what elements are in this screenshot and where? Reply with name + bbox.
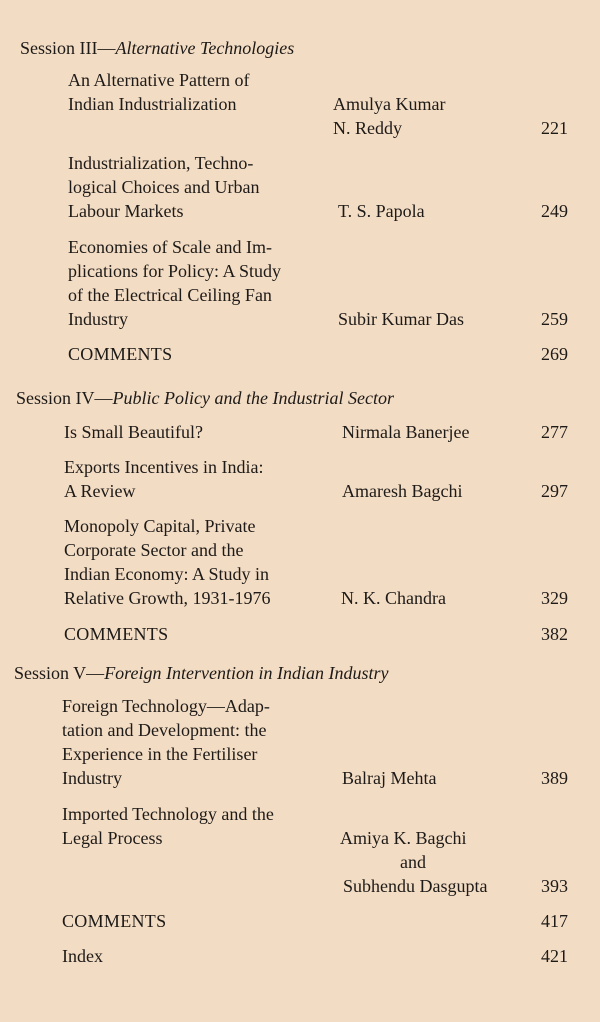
entry-title-line: Relative Growth, 1931-1976 [64,588,271,608]
entry-author: Amaresh Bagchi [342,481,463,501]
entry-author: N. K. Chandra [341,588,446,608]
entry-title-line: Labour Markets [68,201,184,221]
entry-title-line: tation and Development: the [62,720,267,740]
entry-title-line: Monopoly Capital, Private [64,516,256,536]
entry-title-line: plications for Policy: A Study [68,261,282,281]
comments-label: COMMENTS [64,624,169,644]
entry-title-line: A Review [64,481,136,501]
entry-page: 277 [541,422,568,442]
entry-title-line: Imported Technology and the [62,804,274,824]
comments-page: 269 [541,344,568,364]
session-iv-heading [16,386,394,410]
session-v-heading [14,661,388,685]
session-label: Session III— [20,38,116,58]
index-label: Index [62,946,103,966]
entry-author: Subir Kumar Das [338,309,464,329]
entry-page: 221 [541,118,568,138]
session-title: Foreign Intervention in Indian Industry [104,663,389,683]
comments-page: 382 [541,624,568,644]
comments-page: 417 [541,911,568,931]
entry-author: and [400,852,426,872]
entry-title-line: Foreign Technology—Adap- [62,696,270,716]
entry-title-line: Industry [68,309,128,329]
session-iii-heading [20,36,294,60]
entry-title-line: Experience in the Fertiliser [62,744,258,764]
entry-page: 249 [541,201,568,221]
entry-title-line: Indian Economy: A Study in [64,564,269,584]
entry-author: N. Reddy [333,118,402,138]
entry-title-line: Is Small Beautiful? [64,422,203,442]
entry-title-line: of the Electrical Ceiling Fan [68,285,272,305]
index-page: 421 [541,946,568,966]
entry-page: 297 [541,481,568,501]
comments-label: COMMENTS [62,911,167,931]
entry-title-line: Industrialization, Techno- [68,153,254,173]
session-title: Public Policy and the Industrial Sector [112,388,394,408]
entry-title-line: An Alternative Pattern of [68,70,250,90]
entry-author: Nirmala Banerjee [342,422,470,442]
entry-title-line: Corporate Sector and the [64,540,244,560]
entry-title-line: logical Choices and Urban [68,177,260,197]
session-label: Session IV— [16,388,113,408]
entry-author: Balraj Mehta [342,768,437,788]
entry-title-line: Economies of Scale and Im- [68,237,272,257]
entry-title-line: Indian Industrialization [68,94,237,114]
session-title: Alternative Technologies [115,38,295,58]
entry-page: 389 [541,768,568,788]
entry-page: 329 [541,588,568,608]
session-label: Session V— [14,663,105,683]
entry-author: Amiya K. Bagchi [340,828,467,848]
entry-title-line: Industry [62,768,122,788]
entry-author: Amulya Kumar [333,94,446,114]
entry-author: T. S. Papola [338,201,425,221]
comments-label: COMMENTS [68,344,173,364]
entry-title-line: Legal Process [62,828,163,848]
entry-author: Subhendu Dasgupta [343,876,488,896]
entry-title-line: Exports Incentives in India: [64,457,264,477]
entry-page: 259 [541,309,568,329]
entry-page: 393 [541,876,568,896]
